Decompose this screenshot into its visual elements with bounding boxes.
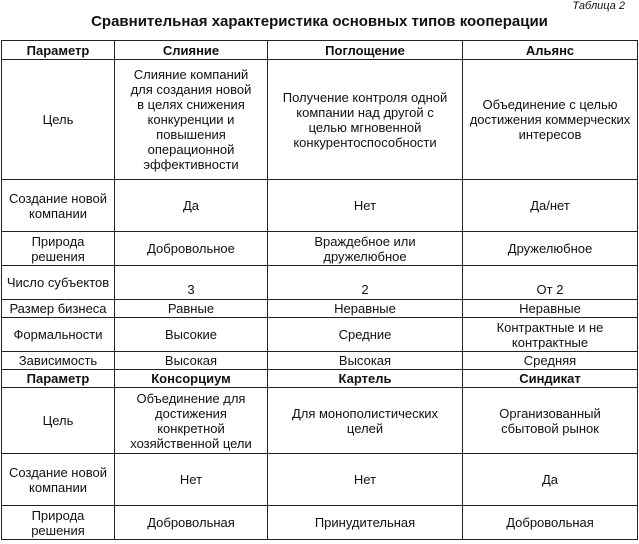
value-cell: Организованный сбытовой рынок xyxy=(463,388,638,454)
param-cell: Природа решения xyxy=(2,506,115,540)
header-cell: Альянс xyxy=(463,41,638,60)
param-cell: Размер бизнеса xyxy=(2,300,115,318)
value-cell: Высокие xyxy=(115,318,268,352)
table-row xyxy=(2,454,638,506)
header-cell: Параметр xyxy=(2,370,115,388)
param-cell: Формальности xyxy=(2,318,115,352)
value-cell: 2 xyxy=(268,266,463,300)
value-cell: Получение контроля одной компании над другой с целью мгновенной конкурентоспособности xyxy=(268,60,463,180)
value-cell: Неравные xyxy=(463,300,638,318)
param-cell: Зависимость xyxy=(2,352,115,370)
param-cell: Создание новой компании xyxy=(2,180,115,232)
value-cell: Нет xyxy=(268,454,463,506)
value-cell: Добровольная xyxy=(463,506,638,540)
value-cell: Нет xyxy=(268,180,463,232)
param-cell: Цель xyxy=(2,388,115,454)
table-row xyxy=(2,60,638,180)
value-cell: Равные xyxy=(115,300,268,318)
header-cell: Синдикат xyxy=(463,370,638,388)
value-cell: Дружелюбное xyxy=(463,232,638,266)
value-cell: Для монополистических целей xyxy=(268,388,463,454)
table-row xyxy=(2,506,638,540)
header-cell: Консорциум xyxy=(115,370,268,388)
value-cell: Принудительная xyxy=(268,506,463,540)
value-cell: Объединение для достижения конкретной хозяйственной цели xyxy=(115,388,268,454)
header-row xyxy=(2,370,638,388)
comparison-table xyxy=(1,40,638,540)
value-cell: Объединение с целью достижения коммерческих интересов xyxy=(463,60,638,180)
value-cell: Да xyxy=(463,454,638,506)
table-row xyxy=(2,266,638,300)
value-cell: Неравные xyxy=(268,300,463,318)
header-cell: Поглощение xyxy=(268,41,463,60)
value-cell: Да xyxy=(115,180,268,232)
table-row xyxy=(2,232,638,266)
param-cell: Число субъектов xyxy=(2,266,115,300)
header-cell: Слияние xyxy=(115,41,268,60)
value-cell: Враждебное или дружелюбное xyxy=(268,232,463,266)
header-row xyxy=(2,41,638,60)
param-cell: Цель xyxy=(2,60,115,180)
table-row xyxy=(2,388,638,454)
page-title: Сравнительная характеристика основных типов кооперации xyxy=(91,13,548,30)
value-cell: Контрактные и не контрактные xyxy=(463,318,638,352)
header-cell: Параметр xyxy=(2,41,115,60)
value-cell: Добровольная xyxy=(115,506,268,540)
header-cell: Картель xyxy=(268,370,463,388)
table-row xyxy=(2,318,638,352)
value-cell: Добровольное xyxy=(115,232,268,266)
table-caption: Таблица 2 xyxy=(572,0,625,12)
table-row xyxy=(2,300,638,318)
value-cell: Слияние компаний для создания новой в целях снижения конкуренции и повышения операционной эффективности xyxy=(115,60,268,180)
value-cell: Высокая xyxy=(268,352,463,370)
value-cell: Высокая xyxy=(115,352,268,370)
value-cell: Да/нет xyxy=(463,180,638,232)
param-cell: Создание новой компании xyxy=(2,454,115,506)
param-cell: Природа решения xyxy=(2,232,115,266)
table-row xyxy=(2,180,638,232)
table-row xyxy=(2,352,638,370)
value-cell: Нет xyxy=(115,454,268,506)
value-cell: Средняя xyxy=(463,352,638,370)
value-cell: Средние xyxy=(268,318,463,352)
value-cell: 3 xyxy=(115,266,268,300)
value-cell: От 2 xyxy=(463,266,638,300)
